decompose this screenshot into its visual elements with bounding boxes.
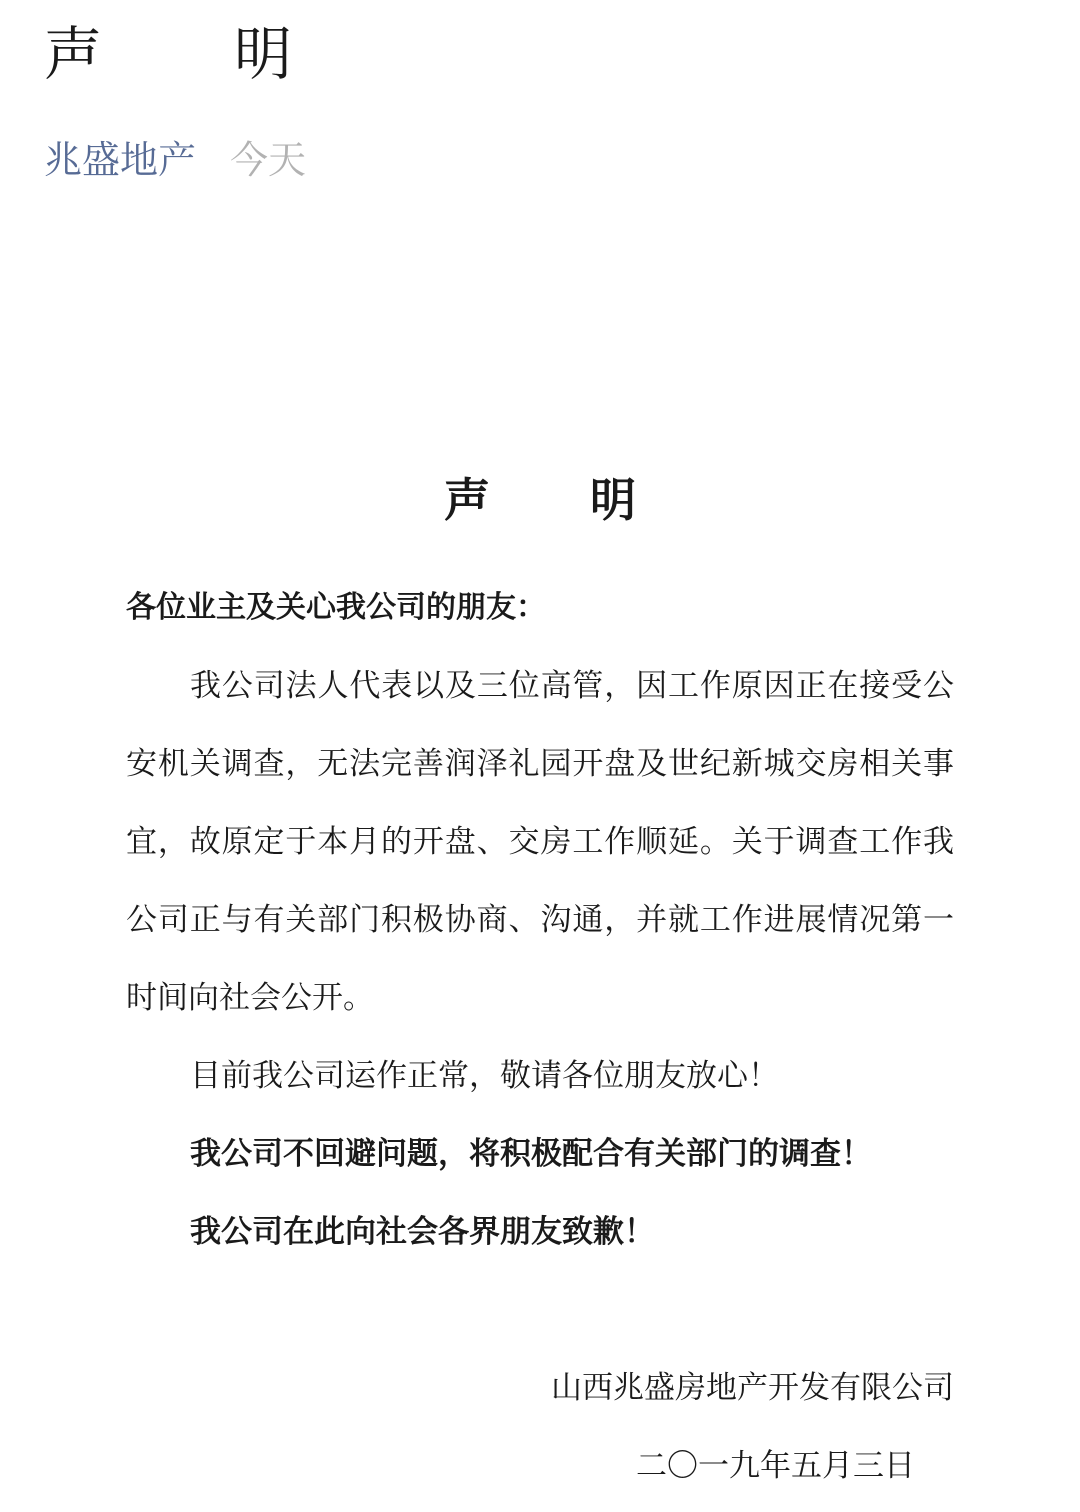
signature-date: 二〇一九年五月三日 — [636, 1448, 915, 1484]
notice-title-part2: 明 — [590, 473, 636, 527]
paragraph4: 我公司在此向社会各界朋友致歉！ — [190, 1214, 655, 1250]
publish-date: 今天 — [230, 138, 307, 182]
paragraph1-line: 安机关调查，无法完善润泽礼园开盘及世纪新城交房相关事 — [126, 746, 954, 782]
paragraph2: 目前我公司运作正常，敬请各位朋友放心！ — [190, 1058, 779, 1094]
notice-title — [0, 468, 1080, 532]
notice-title-part1: 声 — [444, 473, 490, 527]
paragraph1-line: 宜，故原定于本月的开盘、交房工作顺延。关于调查工作我 — [126, 824, 954, 860]
paragraph3: 我公司不回避问题，将积极配合有关部门的调查！ — [190, 1136, 872, 1172]
paragraph1-line: 时间向社会公开。 — [126, 980, 374, 1016]
author-link[interactable]: 兆盛地产 — [44, 138, 197, 182]
signature-company: 山西兆盛房地产开发有限公司 — [551, 1370, 954, 1406]
paragraph1-line: 我公司法人代表以及三位高管，因工作原因正在接受公 — [190, 668, 954, 704]
article-title-part1: 声 — [44, 20, 103, 88]
paragraph1-line: 公司正与有关部门积极协商、沟通，并就工作进展情况第一 — [126, 902, 954, 938]
article-title-part2: 明 — [234, 20, 293, 88]
salutation: 各位业主及关心我公司的朋友： — [126, 590, 546, 625]
